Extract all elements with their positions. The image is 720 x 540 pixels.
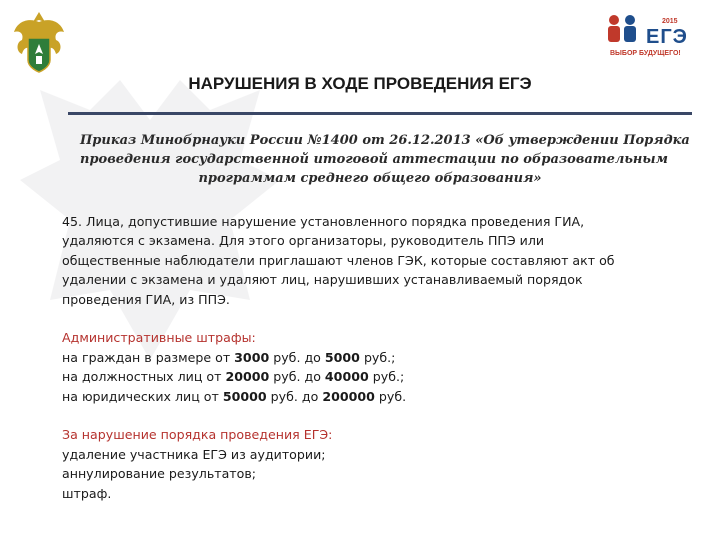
fine-legal-entities: на юридических лиц от 50000 руб. до 200000 руб. xyxy=(62,388,407,404)
order-line: Приказ Минобрнауки России №1400 от 26.12.2013 «Об утверждении Порядка xyxy=(80,133,690,148)
penalty-item: штраф. xyxy=(62,485,112,501)
order-line: проведения государственной итоговой аттестации по образовательным xyxy=(80,152,668,167)
ege-figures-icon xyxy=(604,12,644,52)
penalties-heading: За нарушение порядка проведения ЕГЭ: xyxy=(62,427,333,443)
clause-line: удалении с экзамена и удаляют лиц, нарушивших устанавливаемый порядок xyxy=(62,272,583,288)
title-divider xyxy=(68,112,692,115)
logo-subtitle: ВЫБОР БУДУЩЕГО! xyxy=(610,50,681,57)
fine-citizens: на граждан в размере от 3000 руб. до 5000 руб.; xyxy=(62,349,396,365)
clause-line: проведения ГИА, из ППЭ. xyxy=(62,291,230,307)
order-reference xyxy=(80,131,690,188)
fine-officials: на должностных лиц от 20000 руб. до 40000 руб.; xyxy=(62,369,405,385)
clause-line: общественные наблюдатели приглашают членов ГЭК, которые составляют акт об xyxy=(62,252,615,268)
main-content xyxy=(62,212,702,503)
penalty-item: аннулирование результатов; xyxy=(62,466,257,482)
order-line: программам среднего общего образования» xyxy=(198,171,542,186)
fines-heading: Административные штрафы: xyxy=(62,330,256,346)
clause-line: 45. Лица, допустившие нарушение установленного порядка проведения ГИА, xyxy=(62,214,585,229)
coat-of-arms-icon xyxy=(12,8,66,80)
clause-line: удаляются с экзамена. Для этого организаторы, руководитель ППЭ или xyxy=(62,233,545,249)
page-title: НАРУШЕНИЯ В ХОДЕ ПРОВЕДЕНИЯ ЕГЭ xyxy=(188,74,532,93)
penalty-item: удаление участника ЕГЭ из аудитории; xyxy=(62,446,326,462)
logo-year: 2015 xyxy=(662,18,678,25)
ege-logo xyxy=(604,8,704,64)
logo-text: ЕГЭ xyxy=(646,26,688,48)
